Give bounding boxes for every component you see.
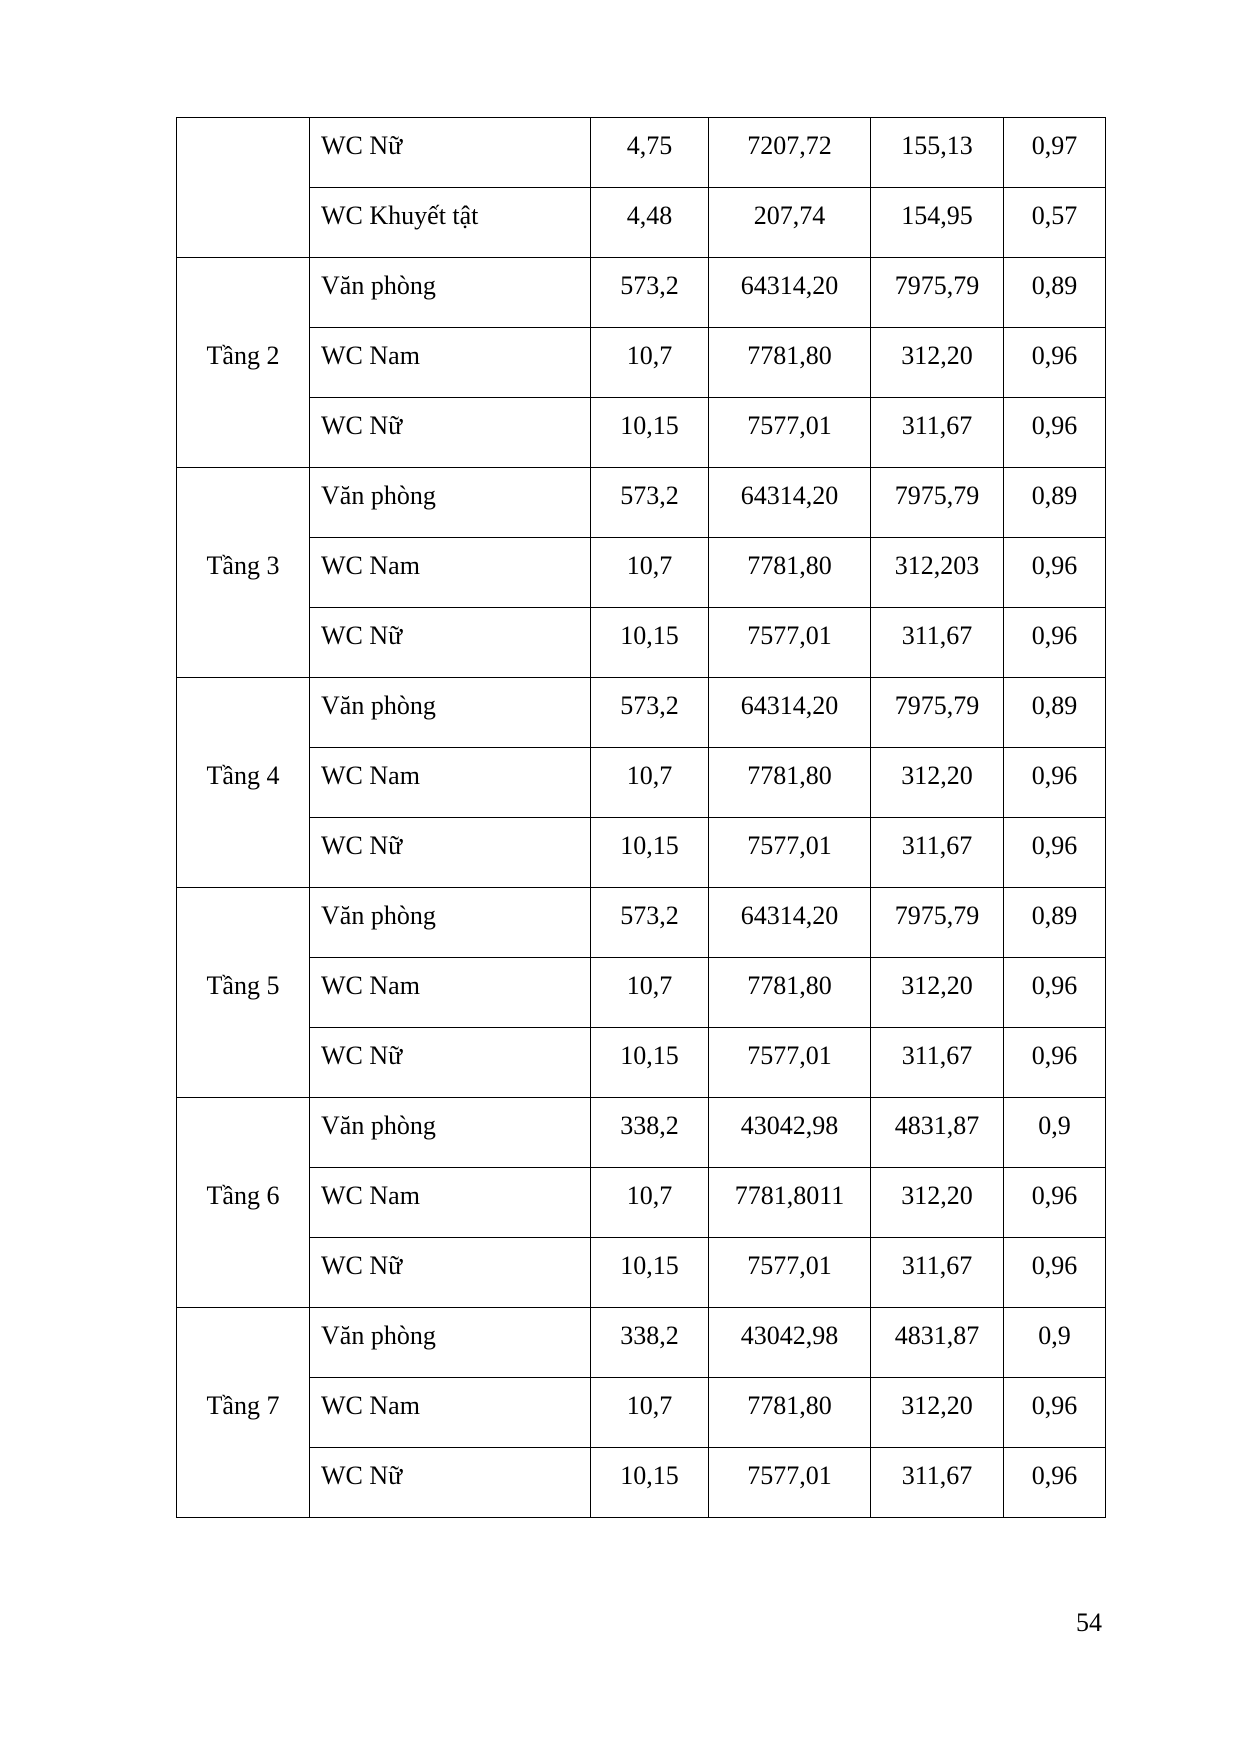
room-name-text: WC Nữ [321,130,403,160]
room-name-cell [310,1308,591,1378]
table-row [177,888,1106,958]
value-col-2-text: 64314,20 [740,900,839,930]
floor-label-cell [177,258,310,468]
floor-label: Tầng 3 [206,550,280,580]
room-name-cell [310,258,591,328]
value-col-1-cell [591,1308,709,1378]
room-name-cell [310,888,591,958]
floor-label: Tầng 7 [206,1390,280,1420]
value-col-4-cell [1004,1238,1106,1308]
value-col-2-text: 7781,80 [747,1390,832,1420]
value-col-1-cell [591,958,709,1028]
value-col-2-cell [709,958,871,1028]
value-col-4-cell [1004,678,1106,748]
value-col-1-cell [591,1168,709,1238]
value-col-3-text: 311,67 [901,1040,973,1070]
value-col-4-cell [1004,398,1106,468]
value-col-2-cell [709,678,871,748]
room-name-cell [310,398,591,468]
room-name-text: WC Nữ [321,1250,403,1280]
room-name-cell [310,1448,591,1518]
floor-label-cell [177,1098,310,1308]
value-col-2-text: 43042,98 [740,1110,839,1140]
value-col-2-text: 207,74 [753,200,826,230]
floor-label-cell [177,888,310,1098]
value-col-1-cell [591,818,709,888]
value-col-3-text: 7975,79 [894,480,980,510]
value-col-1-cell [591,538,709,608]
value-col-1-text: 573,2 [620,270,679,300]
room-name-text: WC Nữ [321,410,403,440]
value-col-4-text: 0,96 [1031,830,1078,860]
room-name-text: WC Nữ [321,620,403,650]
value-col-4-text: 0,96 [1031,1180,1078,1210]
value-col-1-cell [591,328,709,398]
value-col-2-cell [709,1238,871,1308]
value-col-3-cell [871,1378,1004,1448]
room-name-cell [310,118,591,188]
floor-label-cell [177,468,310,678]
value-col-2-text: 7781,80 [747,970,832,1000]
room-name-cell [310,468,591,538]
value-col-4-text: 0,96 [1031,1250,1078,1280]
value-col-1-text: 573,2 [620,480,679,510]
floor-label-cell [177,678,310,888]
table-row [177,468,1106,538]
value-col-4-cell [1004,1168,1106,1238]
value-col-2-cell [709,748,871,818]
value-col-1-text: 10,7 [626,340,673,370]
value-col-4-text: 0,97 [1031,130,1078,160]
value-col-1-cell [591,118,709,188]
value-col-2-cell [709,538,871,608]
value-col-3-cell [871,958,1004,1028]
value-col-3-cell [871,398,1004,468]
value-col-1-cell [591,888,709,958]
value-col-1-cell [591,1238,709,1308]
value-col-1-text: 10,7 [626,760,673,790]
value-col-3-cell [871,888,1004,958]
value-col-4-cell [1004,608,1106,678]
value-col-1-text: 10,15 [620,1250,679,1280]
value-col-3-cell [871,1308,1004,1378]
value-col-4-text: 0,96 [1031,1390,1078,1420]
value-col-3-text: 312,20 [901,340,973,370]
value-col-3-cell [871,748,1004,818]
value-col-1-text: 10,15 [620,620,679,650]
table-body [177,118,1106,1518]
value-col-3-text: 311,67 [901,830,973,860]
value-col-1-text: 10,15 [620,830,679,860]
value-col-4-text: 0,96 [1031,550,1078,580]
value-col-3-text: 311,67 [901,620,973,650]
value-col-4-text: 0,96 [1031,1460,1078,1490]
room-name-text: WC Nữ [321,1040,403,1070]
value-col-2-cell [709,328,871,398]
value-col-2-cell [709,468,871,538]
value-col-4-text: 0,89 [1031,900,1078,930]
value-col-3-cell [871,608,1004,678]
table-row [177,1378,1106,1448]
table-row [177,118,1106,188]
value-col-1-text: 338,2 [620,1320,679,1350]
value-col-3-cell [871,538,1004,608]
table-row [177,1238,1106,1308]
value-col-4-cell [1004,188,1106,258]
value-col-2-text: 7577,01 [747,620,832,650]
value-col-4-cell [1004,538,1106,608]
value-col-1-text: 10,7 [626,970,673,1000]
value-col-1-cell [591,258,709,328]
room-data-table [176,117,1106,1518]
room-name-text: WC Nam [321,340,420,370]
value-col-2-cell [709,1448,871,1518]
room-name-text: Văn phòng [321,900,436,930]
room-name-text: WC Nam [321,1180,420,1210]
value-col-2-text: 43042,98 [740,1320,839,1350]
room-name-text: WC Nam [321,1390,420,1420]
room-name-text: WC Nữ [321,1460,403,1490]
value-col-4-text: 0,89 [1031,480,1078,510]
value-col-3-text: 4831,87 [894,1320,980,1350]
value-col-3-text: 312,20 [901,760,973,790]
value-col-4-text: 0,96 [1031,970,1078,1000]
value-col-1-cell [591,1448,709,1518]
value-col-3-text: 312,20 [901,1390,973,1420]
table-row [177,258,1106,328]
value-col-3-text: 154,95 [901,200,973,230]
value-col-2-text: 7781,80 [747,340,832,370]
value-col-1-text: 10,7 [626,550,673,580]
table-row [177,608,1106,678]
room-name-text: WC Nam [321,760,420,790]
value-col-4-cell [1004,958,1106,1028]
value-col-3-cell [871,1238,1004,1308]
value-col-2-text: 7577,01 [747,1250,832,1280]
value-col-4-text: 0,96 [1031,760,1078,790]
room-name-text: Văn phòng [321,270,436,300]
value-col-2-cell [709,818,871,888]
value-col-4-text: 0,89 [1031,270,1078,300]
value-col-2-cell [709,398,871,468]
room-name-cell [310,1028,591,1098]
value-col-4-text: 0,89 [1031,690,1078,720]
value-col-1-cell [591,1098,709,1168]
room-name-cell [310,608,591,678]
value-col-2-cell [709,188,871,258]
room-name-cell [310,188,591,258]
value-col-3-cell [871,1028,1004,1098]
table-row [177,188,1106,258]
value-col-2-text: 7781,80 [747,760,832,790]
value-col-3-cell [871,1168,1004,1238]
value-col-3-cell [871,118,1004,188]
value-col-1-text: 573,2 [620,690,679,720]
value-col-2-text: 7577,01 [747,410,832,440]
value-col-3-cell [871,188,1004,258]
value-col-4-cell [1004,1308,1106,1378]
value-col-2-cell [709,1308,871,1378]
value-col-1-text: 573,2 [620,900,679,930]
value-col-4-cell [1004,1028,1106,1098]
table-row [177,1308,1106,1378]
value-col-3-text: 312,20 [901,970,973,1000]
room-name-text: Văn phòng [321,1110,436,1140]
value-col-3-cell [871,1448,1004,1518]
value-col-3-text: 311,67 [901,410,973,440]
value-col-3-text: 311,67 [901,1460,973,1490]
floor-label: Tầng 2 [206,340,280,370]
value-col-2-cell [709,1028,871,1098]
value-col-1-text: 10,15 [620,1460,679,1490]
value-col-4-cell [1004,468,1106,538]
value-col-3-text: 312,20 [901,1180,973,1210]
value-col-2-cell [709,118,871,188]
room-name-text: WC Khuyết tật [321,200,479,230]
value-col-1-cell [591,678,709,748]
value-col-2-text: 7781,80 [747,550,832,580]
room-name-cell [310,538,591,608]
value-col-1-text: 4,75 [626,130,673,160]
value-col-2-text: 7577,01 [747,1460,832,1490]
value-col-4-text: 0,96 [1031,410,1078,440]
value-col-2-text: 7577,01 [747,1040,832,1070]
table-row [177,1028,1106,1098]
value-col-2-cell [709,1168,871,1238]
floor-label: Tầng 6 [206,1180,280,1210]
table-row [177,818,1106,888]
value-col-4-text: 0,9 [1038,1110,1071,1140]
room-name-text: WC Nữ [321,830,403,860]
table-row [177,1098,1106,1168]
value-col-3-cell [871,818,1004,888]
value-col-2-text: 7781,8011 [734,1180,845,1210]
value-col-4-cell [1004,818,1106,888]
floor-label-cell [177,1308,310,1518]
value-col-4-text: 0,9 [1038,1320,1071,1350]
room-name-text: Văn phòng [321,690,436,720]
table-row [177,678,1106,748]
room-name-text: WC Nam [321,550,420,580]
table-row [177,748,1106,818]
value-col-3-text: 7975,79 [894,690,980,720]
value-col-1-cell [591,398,709,468]
value-col-1-cell [591,468,709,538]
value-col-1-cell [591,1028,709,1098]
value-col-1-cell [591,608,709,678]
table-row [177,538,1106,608]
value-col-1-cell [591,188,709,258]
value-col-4-text: 0,96 [1031,620,1078,650]
value-col-4-cell [1004,258,1106,328]
value-col-4-cell [1004,748,1106,818]
value-col-4-cell [1004,888,1106,958]
value-col-2-cell [709,1378,871,1448]
value-col-3-text: 312,203 [894,550,980,580]
value-col-3-cell [871,468,1004,538]
value-col-4-cell [1004,1378,1106,1448]
value-col-4-cell [1004,1098,1106,1168]
value-col-3-text: 7975,79 [894,900,980,930]
value-col-3-text: 4831,87 [894,1110,980,1140]
value-col-3-text: 155,13 [901,130,973,160]
value-col-2-cell [709,258,871,328]
value-col-2-text: 64314,20 [740,270,839,300]
room-name-cell [310,958,591,1028]
room-name-cell [310,1378,591,1448]
value-col-2-cell [709,1098,871,1168]
value-col-2-text: 7207,72 [747,130,832,160]
page-number: 54 [1076,1608,1102,1637]
room-name-cell [310,678,591,748]
value-col-3-cell [871,328,1004,398]
table-row [177,1168,1106,1238]
value-col-3-cell [871,258,1004,328]
value-col-4-text: 0,96 [1031,340,1078,370]
value-col-1-cell [591,748,709,818]
room-name-cell [310,748,591,818]
value-col-1-text: 10,15 [620,410,679,440]
value-col-1-cell [591,1378,709,1448]
value-col-4-cell [1004,1448,1106,1518]
floor-label: Tầng 4 [206,760,280,790]
table-row [177,398,1106,468]
value-col-1-text: 4,48 [626,200,673,230]
floor-label: Tầng 5 [206,970,280,1000]
value-col-3-cell [871,678,1004,748]
table-row [177,1448,1106,1518]
room-name-text: Văn phòng [321,480,436,510]
room-name-cell [310,328,591,398]
room-name-text: WC Nam [321,970,420,1000]
table-row [177,328,1106,398]
room-name-cell [310,1098,591,1168]
value-col-1-text: 10,15 [620,1040,679,1070]
value-col-2-text: 64314,20 [740,690,839,720]
value-col-1-text: 10,7 [626,1180,673,1210]
value-col-4-text: 0,57 [1031,200,1078,230]
value-col-4-cell [1004,118,1106,188]
value-col-2-text: 64314,20 [740,480,839,510]
value-col-3-cell [871,1098,1004,1168]
value-col-2-cell [709,608,871,678]
floor-label-cell [177,118,310,258]
value-col-1-text: 10,7 [626,1390,673,1420]
value-col-1-text: 338,2 [620,1110,679,1140]
value-col-4-cell [1004,328,1106,398]
value-col-4-text: 0,96 [1031,1040,1078,1070]
value-col-2-cell [709,888,871,958]
value-col-3-text: 7975,79 [894,270,980,300]
room-name-cell [310,1238,591,1308]
table-row [177,958,1106,1028]
room-name-cell [310,1168,591,1238]
value-col-2-text: 7577,01 [747,830,832,860]
room-name-cell [310,818,591,888]
value-col-3-text: 311,67 [901,1250,973,1280]
room-name-text: Văn phòng [321,1320,436,1350]
